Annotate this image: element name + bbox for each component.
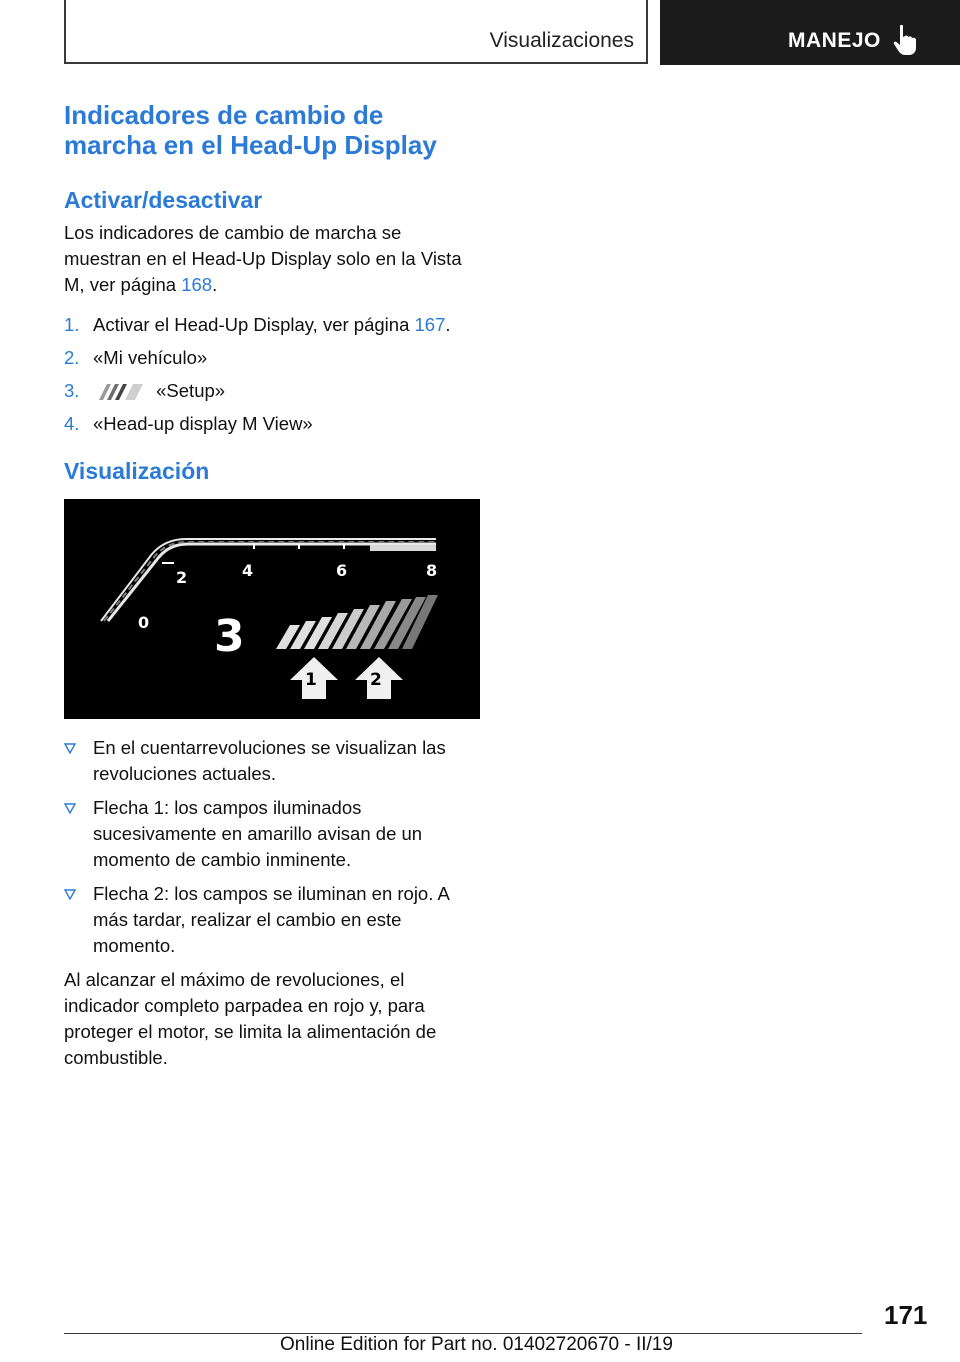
step-number: 3. [64, 380, 80, 401]
header-section-title: Visualizaciones [489, 29, 634, 52]
scale-label-4: 4 [242, 561, 254, 580]
scale-label-2: 2 [176, 568, 188, 587]
intro-text: Los indicadores de cambio de marcha se muestran en el Head-Up Display solo en la Vista M, ver página [64, 222, 462, 295]
step-item [64, 312, 482, 338]
header-section-box [64, 0, 648, 64]
page-title: Indicadores de cambio de marcha en el Head-Up Display [64, 100, 437, 160]
step-suffix: . [445, 314, 451, 335]
scale-label-0: 0 [138, 613, 150, 632]
step-number: 2. [64, 347, 80, 368]
bullet-text: Flecha 1: los campos iluminados sucesivamente en amarillo avisan de un momento de cambio inminente. [93, 797, 423, 870]
step-text: «Setup» [156, 380, 226, 401]
step-item [64, 345, 482, 371]
triangle-bullet-icon [64, 803, 76, 814]
intro-paragraph [64, 220, 482, 298]
bullet-item [64, 735, 482, 787]
section-heading-display: Visualización [64, 458, 210, 484]
scale-label-6: 6 [336, 561, 348, 580]
bullet-item [64, 795, 482, 873]
step-text: Activar el Head-Up Display, ver página [93, 314, 410, 335]
hand-pointer-icon [892, 24, 920, 56]
header-chapter-label: MANEJO [788, 29, 881, 52]
step-item [64, 411, 482, 437]
step-item [64, 378, 482, 404]
footer-edition: Online Edition for Part no. 01402720670 - II/19 [280, 1334, 673, 1355]
bullet-item [64, 881, 482, 959]
bullet-text: Flecha 2: los campos se iluminan en rojo. A más tardar, realizar el cambio en este momento. [93, 883, 449, 956]
closing-paragraph: Al alcanzar el máximo de revoluciones, el indicador completo parpadea en rojo y, para proteger el motor, se limita la alimentación de combustible. [64, 969, 437, 1068]
hud-shift-indicator-figure [64, 499, 480, 719]
steps-list [64, 312, 482, 437]
triangle-bullet-icon [64, 743, 76, 754]
step-number: 1. [64, 314, 80, 335]
m-stripes-icon [93, 383, 145, 401]
callout-2: 2 [370, 670, 382, 690]
bullet-text: En el cuentarrevoluciones se visualizan las revoluciones actuales. [93, 737, 446, 784]
main-content [64, 100, 482, 1071]
current-gear-digit: 3 [214, 611, 245, 662]
bullet-list [64, 735, 482, 959]
page-number: 171 [884, 1300, 928, 1330]
section-heading-activate: Activar/desactivar [64, 187, 263, 213]
callout-1: 1 [305, 670, 317, 690]
scale-label-8: 8 [426, 561, 438, 580]
header-chapter-tab [660, 0, 960, 65]
page-link-167[interactable]: 167 [414, 314, 446, 335]
intro-suffix: . [212, 274, 218, 295]
step-text: «Head-up display M View» [93, 413, 313, 434]
triangle-bullet-icon [64, 889, 76, 900]
step-number: 4. [64, 413, 80, 434]
page-link-168[interactable]: 168 [181, 274, 213, 295]
step-text: «Mi vehículo» [93, 347, 208, 368]
